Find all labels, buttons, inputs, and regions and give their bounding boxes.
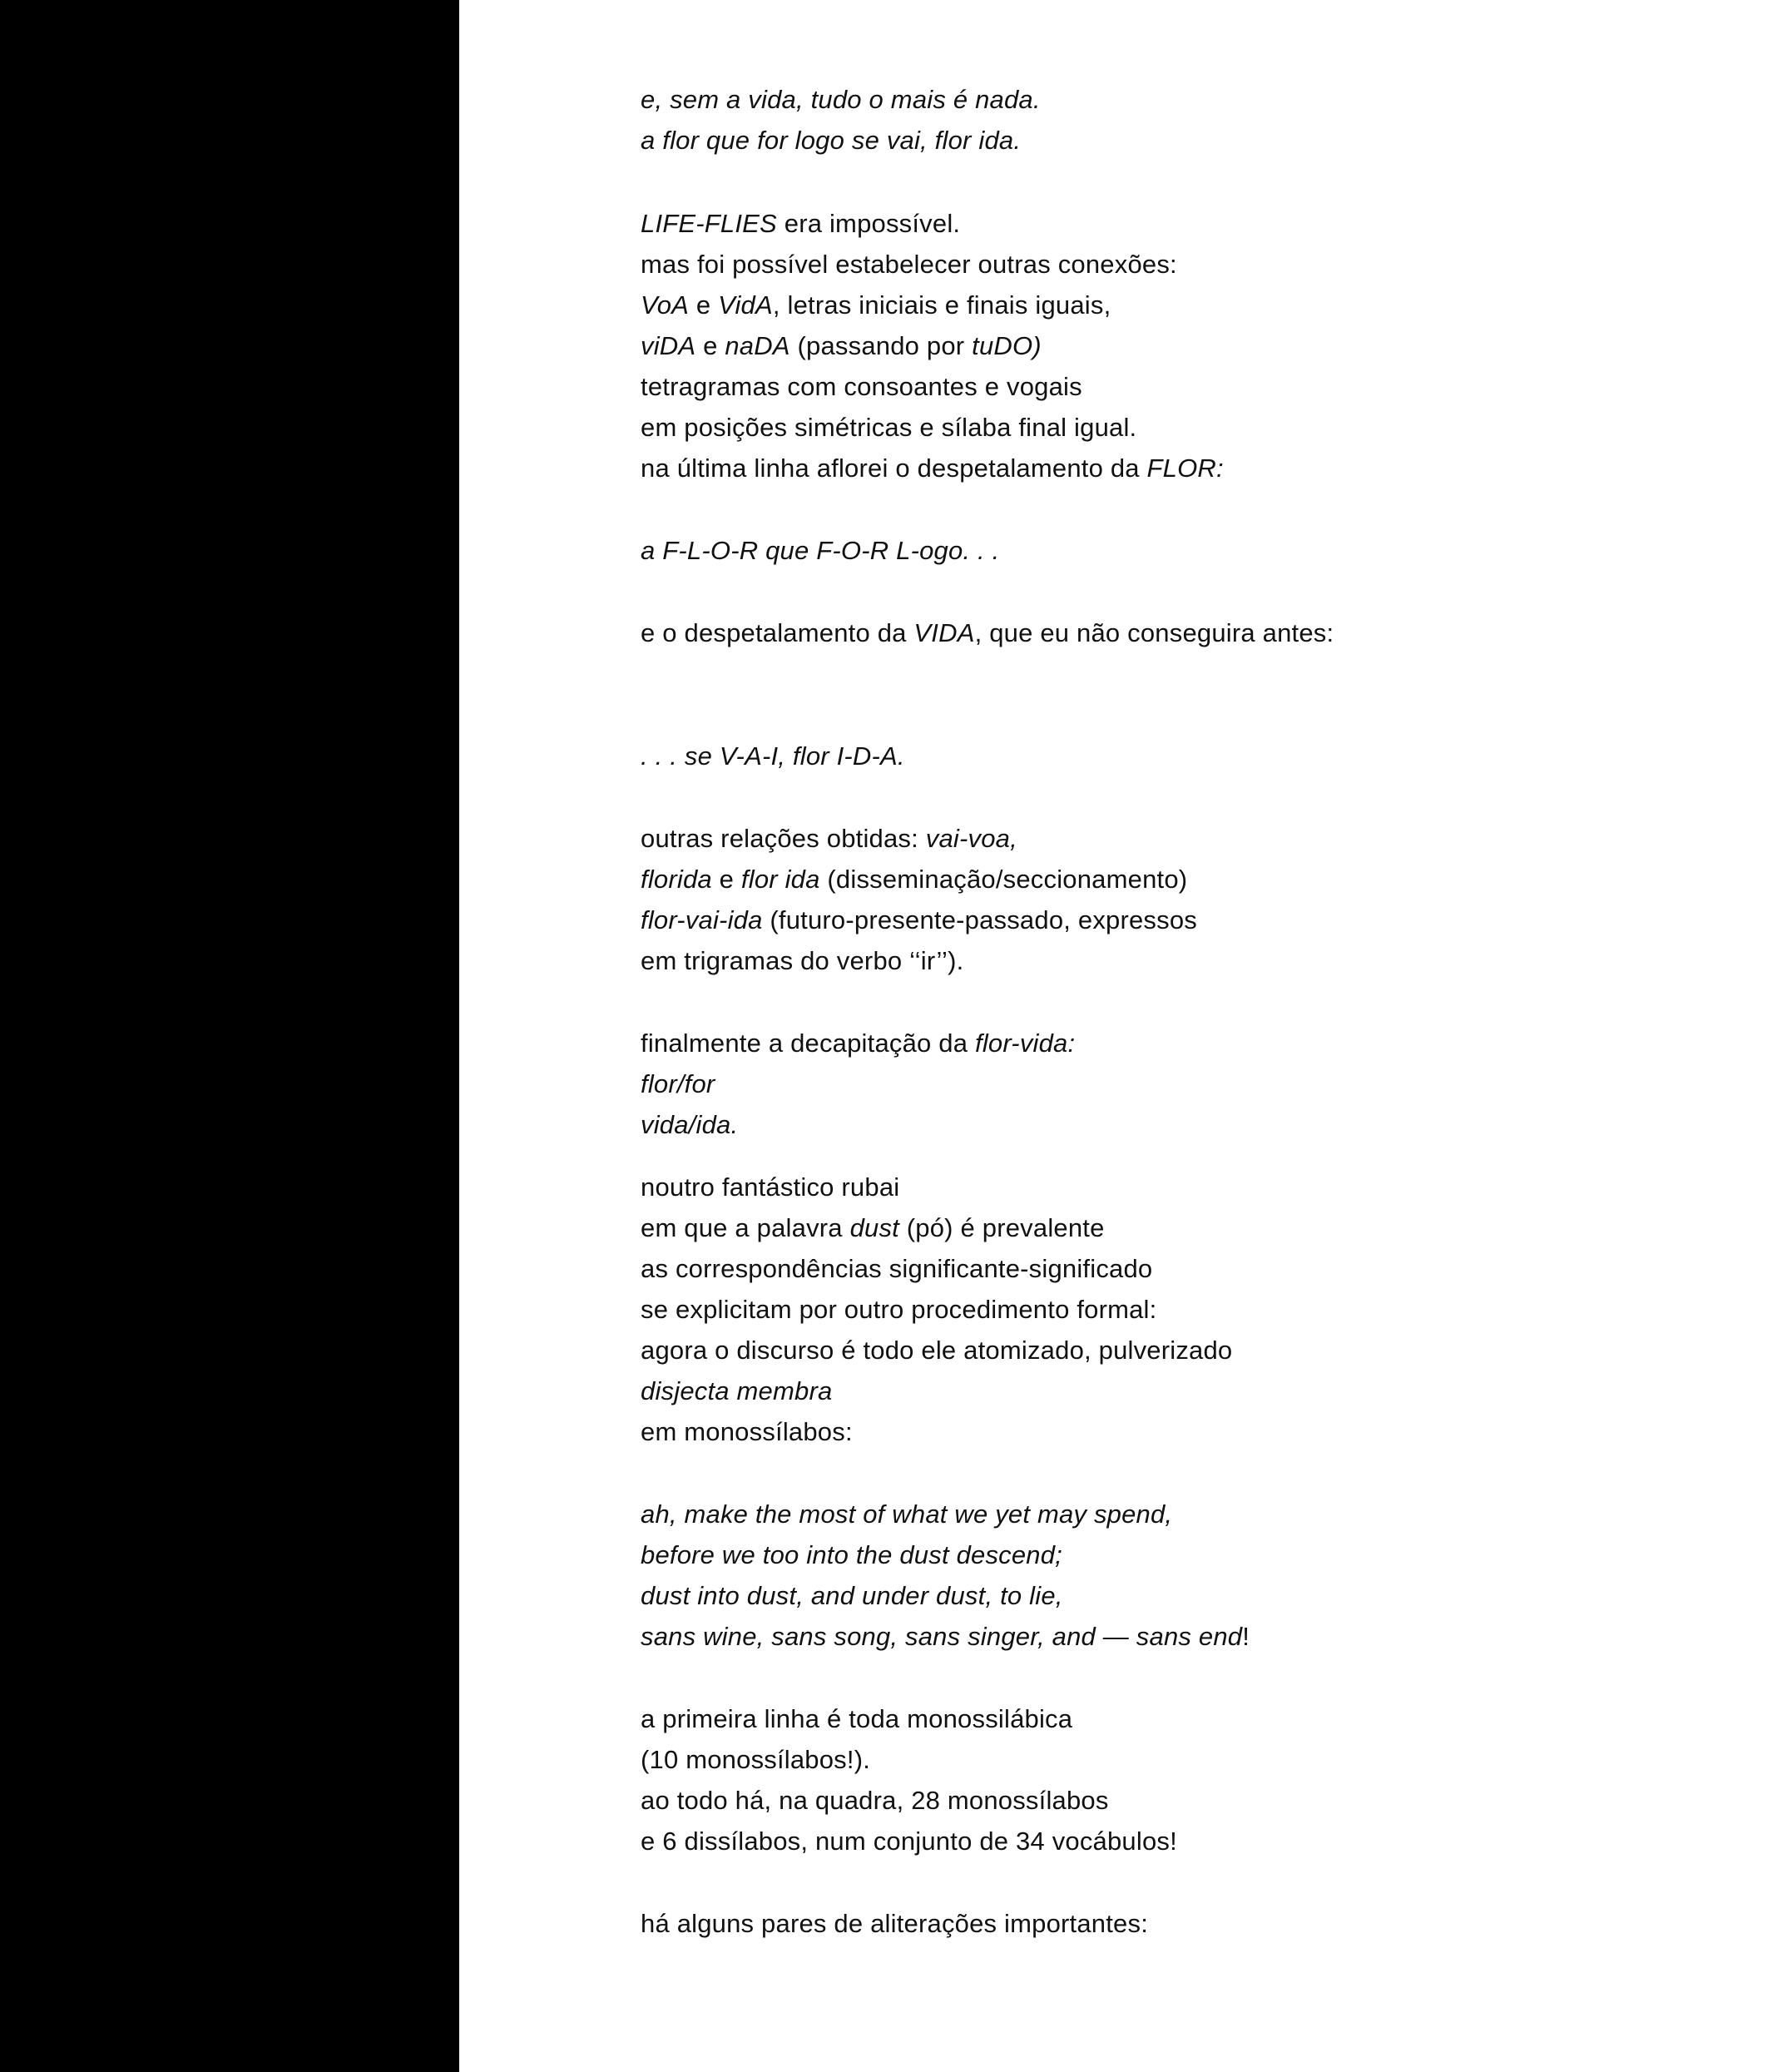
- text-segment: sans wine, sans song, sans singer, and — sans end: [641, 1622, 1243, 1651]
- text-segment: (10 monossílabos!).: [641, 1745, 871, 1774]
- text-line: [641, 1825, 1177, 1858]
- text-line: [641, 248, 1177, 281]
- text-line: [641, 863, 1187, 896]
- text-line: [641, 617, 1334, 650]
- text-segment: na última linha aflorei o despetalamento da: [641, 454, 1147, 483]
- text-segment: disjecta membra: [641, 1376, 833, 1405]
- text-line: [641, 1498, 1172, 1531]
- text-segment: vida/ida.: [641, 1110, 739, 1139]
- text-line: [641, 1334, 1232, 1367]
- text-segment: VidA: [718, 290, 773, 320]
- text-segment: finalmente a decapitação da: [641, 1029, 975, 1058]
- text-line: [641, 124, 1021, 157]
- text-line: [641, 83, 1041, 116]
- text-line: [641, 1293, 1156, 1326]
- text-line: [641, 1415, 853, 1449]
- text-segment: flor/for: [641, 1069, 715, 1098]
- text-line: [641, 1171, 899, 1204]
- text-segment: LIFE-FLIES: [641, 209, 777, 238]
- text-line: [641, 1108, 738, 1142]
- text-segment: a flor que for logo se vai, flor ida.: [641, 126, 1022, 155]
- text-segment: before we too into the dust descend;: [641, 1540, 1062, 1569]
- text-segment: vai-voa,: [925, 824, 1017, 853]
- text-segment: e, sem a vida, tudo o mais é nada.: [641, 85, 1041, 114]
- text-segment: VoA: [641, 290, 690, 320]
- text-line: [641, 904, 1197, 937]
- text-segment: ah, make the most of what we yet may spend,: [641, 1499, 1173, 1529]
- text-line: [641, 1252, 1152, 1286]
- text-segment: e: [711, 865, 741, 894]
- text-segment: florida: [641, 865, 712, 894]
- text-line: [641, 944, 963, 978]
- left-black-margin: [0, 0, 459, 2072]
- text-line: [641, 1068, 715, 1101]
- text-segment: em monossílabos:: [641, 1417, 853, 1446]
- text-line: [641, 289, 1111, 322]
- text-segment: VIDA: [913, 618, 975, 647]
- text-line: [641, 452, 1224, 485]
- text-line: [641, 370, 1082, 404]
- text-segment: em trigramas do verbo ‘‘ir’’).: [641, 946, 964, 975]
- text-segment: dust: [849, 1213, 899, 1242]
- document-page: [641, 0, 1755, 2072]
- text-segment: , letras iniciais e finais iguais,: [772, 290, 1111, 320]
- text-segment: !: [1242, 1622, 1250, 1651]
- text-line: [641, 1375, 832, 1408]
- text-segment: era impossível.: [776, 209, 961, 238]
- text-segment: ao todo há, na quadra, 28 monossílabos: [641, 1786, 1109, 1815]
- text-segment: (disseminação/seccionamento): [819, 865, 1188, 894]
- text-segment: e 6 dissílabos, num conjunto de 34 vocábulos!: [641, 1827, 1177, 1856]
- text-segment: tetragramas com consoantes e vogais: [641, 372, 1082, 401]
- text-line: [641, 534, 1000, 568]
- text-line: [641, 207, 960, 240]
- text-segment: em que a palavra: [641, 1213, 850, 1242]
- text-segment: dust into dust, and under dust, to lie,: [641, 1581, 1063, 1610]
- text-segment: e: [689, 290, 719, 320]
- text-segment: há alguns pares de aliterações importantes:: [641, 1909, 1149, 1938]
- text-line: [641, 1703, 1072, 1736]
- text-segment: as correspondências significante-significado: [641, 1254, 1153, 1283]
- text-segment: viDA: [641, 331, 696, 360]
- text-segment: , que eu não conseguira antes:: [974, 618, 1334, 647]
- text-segment: (futuro-presente-passado, expressos: [762, 905, 1197, 934]
- text-line: [641, 1539, 1062, 1572]
- text-segment: se explicitam por outro procedimento formal:: [641, 1295, 1157, 1324]
- text-line: [641, 330, 1042, 363]
- text-segment: agora o discurso é todo ele atomizado, pulverizado: [641, 1336, 1233, 1365]
- text-line: [641, 822, 1017, 855]
- text-segment: tuDO): [972, 331, 1042, 360]
- text-segment: flor ida: [740, 865, 820, 894]
- text-segment: a primeira linha é toda monossilábica: [641, 1704, 1073, 1733]
- text-segment: FLOR:: [1146, 454, 1224, 483]
- text-segment: em posições simétricas e sílaba final igual.: [641, 413, 1137, 442]
- text-segment: flor-vida:: [975, 1029, 1076, 1058]
- text-segment: . . . se V-A-I, flor I-D-A.: [641, 741, 905, 771]
- text-line: [641, 1212, 1105, 1245]
- text-segment: noutro fantástico rubai: [641, 1172, 900, 1202]
- text-line: [641, 1027, 1075, 1060]
- text-segment: outras relações obtidas:: [641, 824, 926, 853]
- text-line: [641, 411, 1136, 444]
- text-segment: a F-L-O-R que F-O-R L-ogo. . .: [641, 536, 1000, 565]
- text-segment: mas foi possível estabelecer outras conexões:: [641, 250, 1177, 279]
- text-segment: (passando por: [789, 331, 973, 360]
- text-line: [641, 1743, 870, 1777]
- text-line: [641, 740, 905, 773]
- text-segment: e o despetalamento da: [641, 618, 914, 647]
- text-segment: flor-vai-ida: [641, 905, 763, 934]
- text-segment: (pó) é prevalente: [898, 1213, 1105, 1242]
- text-line: [641, 1907, 1148, 1941]
- text-segment: naDA: [725, 331, 790, 360]
- text-line: [641, 1579, 1063, 1613]
- text-segment: e: [695, 331, 725, 360]
- text-line: [641, 1784, 1109, 1817]
- text-line: [641, 1620, 1250, 1653]
